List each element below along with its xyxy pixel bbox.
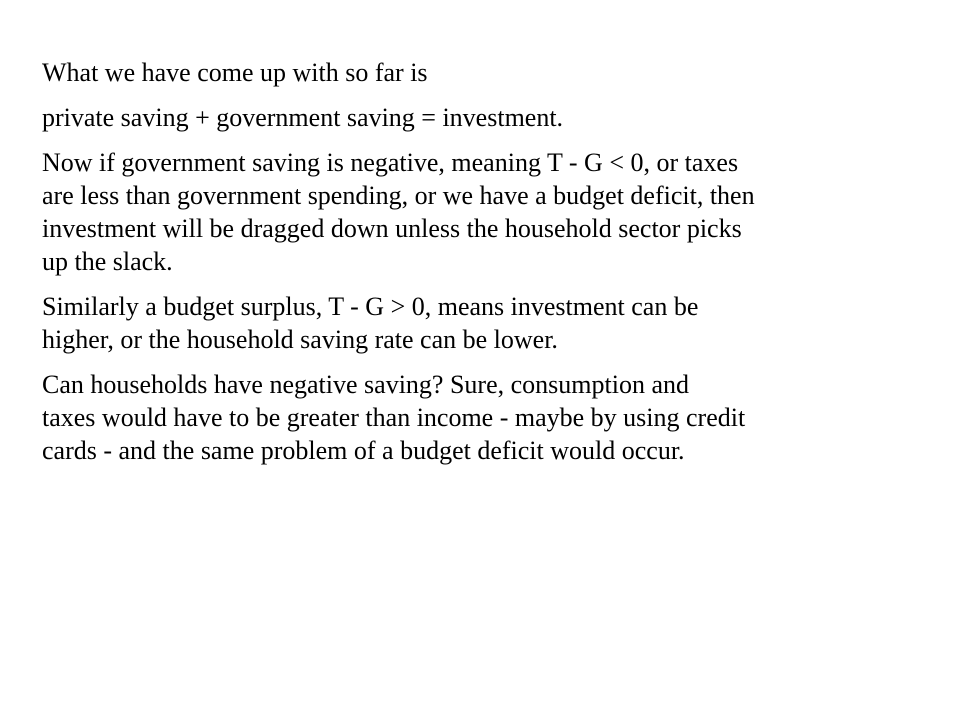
text-line: are less than government spending, or we have a budget deficit, then [42, 181, 755, 210]
text-line: Can households have negative saving? Sure, consumption and [42, 370, 689, 399]
text-line: taxes would have to be greater than income - maybe by using credit [42, 403, 746, 432]
text-line: What we have come up with so far is [42, 58, 428, 87]
paragraph-deficit [42, 146, 942, 278]
text-line: cards - and the same problem of a budget deficit would occur. [42, 436, 685, 465]
paragraph-surplus [42, 290, 942, 356]
paragraph-intro [42, 56, 942, 89]
text-line: up the slack. [42, 247, 173, 276]
paragraph-negative-saving [42, 368, 942, 467]
text-line: investment will be dragged down unless the household sector picks [42, 214, 742, 243]
slide-body [42, 56, 942, 479]
text-line: Similarly a budget surplus, T - G > 0, means investment can be [42, 292, 699, 321]
text-line: private saving + government saving = investment. [42, 103, 564, 132]
text-line: Now if government saving is negative, meaning T - G < 0, or taxes [42, 148, 739, 177]
paragraph-identity [42, 101, 942, 134]
text-line: higher, or the household saving rate can be lower. [42, 325, 558, 354]
